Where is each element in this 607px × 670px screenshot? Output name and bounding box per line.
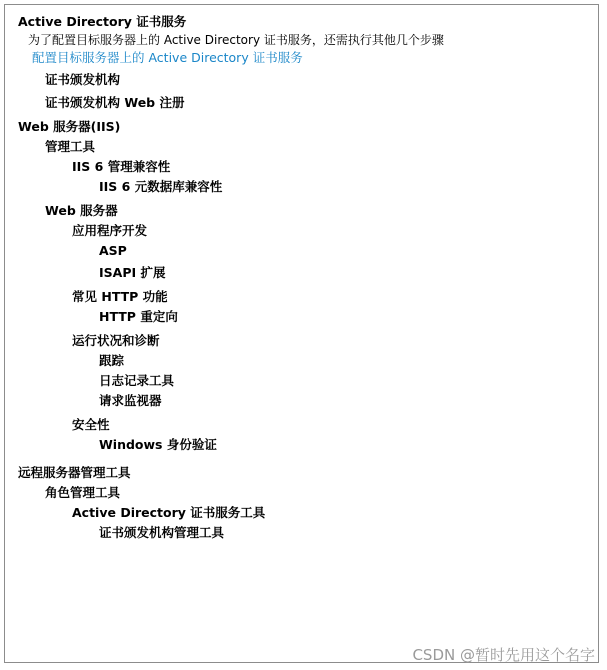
rsat-ca-mgmt-tools: 证书颁发机构管理工具 (99, 525, 225, 540)
rsat-adcs-tools: Active Directory 证书服务工具 (72, 505, 266, 520)
feature-rsat-title: 远程服务器管理工具 (18, 465, 131, 480)
web-health-tracing: 跟踪 (99, 353, 125, 368)
watermark: CSDN @暂时先用这个名字 (412, 646, 595, 664)
web-health: 运行状况和诊断 (72, 333, 160, 348)
features-summary-panel (4, 4, 599, 663)
web-common-http: 常见 HTTP 功能 (72, 289, 168, 304)
adcs-item-ca-web-enrollment: 证书颁发机构 Web 注册 (45, 95, 185, 110)
web-iis6-metabase: IIS 6 元数据库兼容性 (99, 179, 223, 194)
web-health-request-monitor: 请求监视器 (99, 393, 162, 408)
adcs-config-note: 为了配置目标服务器上的 Active Directory 证书服务，还需执行其他几个步骤 (28, 33, 444, 47)
rsat-role-tools: 角色管理工具 (45, 485, 121, 500)
web-security-windows-auth: Windows 身份验证 (99, 437, 217, 452)
web-security: 安全性 (72, 417, 110, 432)
web-http-redirect: HTTP 重定向 (99, 309, 178, 324)
web-mgmt-tools: 管理工具 (45, 139, 96, 154)
web-health-logging: 日志记录工具 (99, 373, 175, 388)
features-list (18, 12, 592, 543)
role-web-server-title: Web 服务器(IIS) (18, 119, 121, 134)
web-server-group: Web 服务器 (45, 203, 118, 218)
adcs-item-ca: 证书颁发机构 (45, 72, 121, 87)
adcs-config-link[interactable]: 配置目标服务器上的 Active Directory 证书服务 (32, 50, 303, 65)
web-app-dev-asp: ASP (99, 243, 127, 258)
web-app-dev: 应用程序开发 (72, 223, 148, 238)
web-app-dev-isapi: ISAPI 扩展 (99, 265, 166, 280)
web-iis6-compat: IIS 6 管理兼容性 (72, 159, 171, 174)
role-adcs-title: Active Directory 证书服务 (18, 14, 187, 29)
